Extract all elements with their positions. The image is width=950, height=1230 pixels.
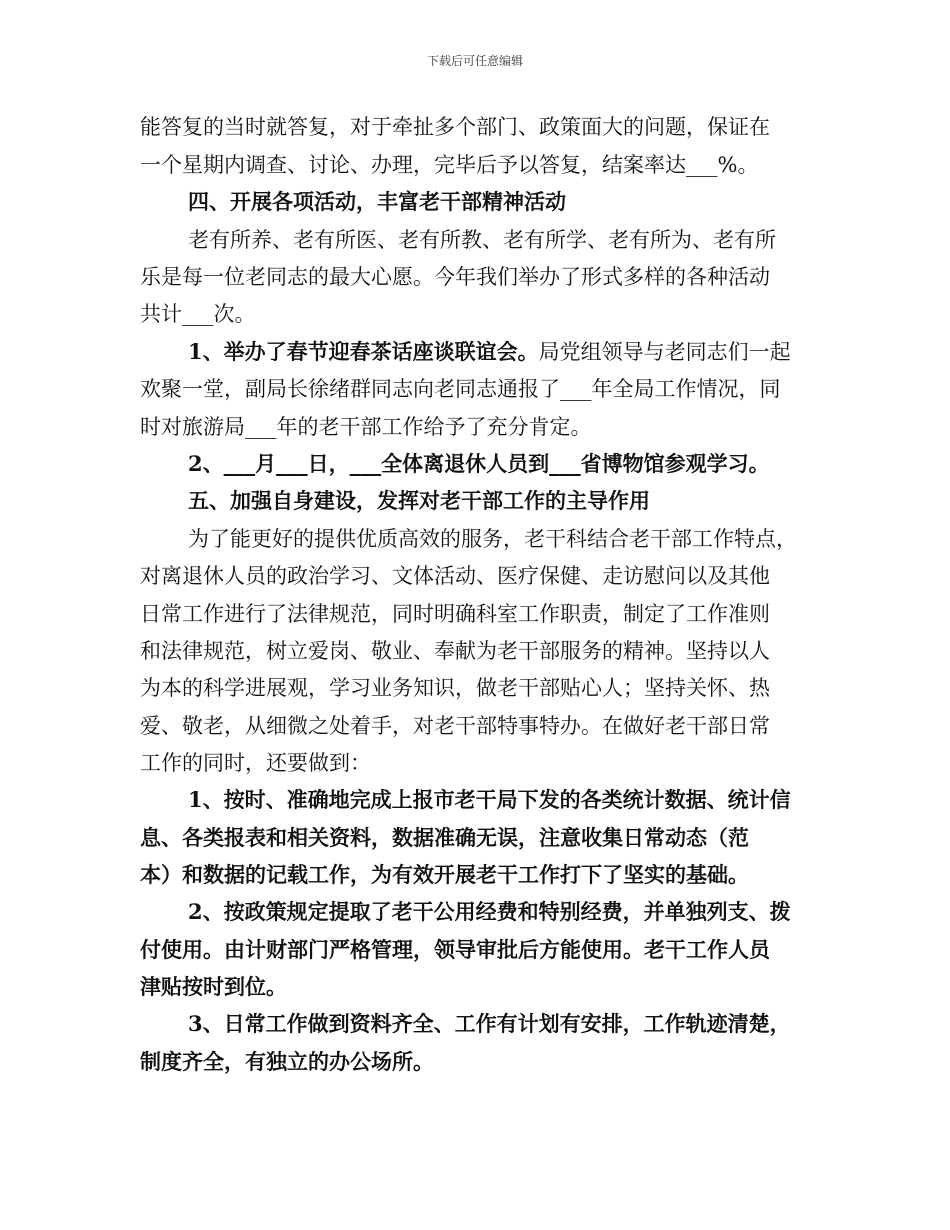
body-line: 时对旅游局___年的老干部工作给予了充分肯定。 bbox=[140, 415, 592, 439]
body-line: 一个星期内调查、讨论、办理，完毕后予以答复，结案率达___%。 bbox=[140, 153, 759, 177]
body-line: 本）和数据的记载工作，为有效开展老干工作打下了坚实的基础。 bbox=[140, 862, 749, 887]
body-line: 对离退休人员的政治学习、文体活动、医疗保健、走访慰问以及其他 bbox=[140, 564, 770, 588]
body-line bbox=[188, 337, 791, 367]
body-line: 津贴按时到位。 bbox=[140, 974, 287, 999]
item-text: 局党组领导与老同志们一起 bbox=[538, 340, 791, 364]
body-line: 日常工作进行了法律规范，同时明确科室工作职责，制定了工作准则 bbox=[140, 602, 770, 626]
body-line: 能答复的当时就答复，对于牵扯多个部门、政策面大的问题，保证在 bbox=[140, 115, 770, 139]
body-line: 2、按政策规定提取了老干公用经费和特别经费，并单独列支、拨 bbox=[188, 899, 791, 924]
body-line: 付使用。由计财部门严格管理，领导审批后方能使用。老干工作人员 bbox=[140, 937, 770, 962]
item-lead: 1、举办了春节迎春茶话座谈联谊会。 bbox=[188, 339, 539, 364]
body-line: 欢聚一堂，副局长徐绪群同志向老同志通报了___年全局工作情况，同 bbox=[140, 377, 781, 401]
body-line: 2、___月___日，___全体离退休人员到___省博物馆参观学习。 bbox=[188, 451, 770, 476]
body-line: 共计___次。 bbox=[140, 302, 256, 326]
body-line: 工作的同时，还要做到： bbox=[140, 751, 371, 775]
section-heading: 五、加强自身建设，发挥对老干部工作的主导作用 bbox=[188, 488, 650, 513]
page-header: 下载后可任意编辑 bbox=[426, 54, 523, 68]
body-line: 老有所养、老有所医、老有所教、老有所学、老有所为、老有所 bbox=[188, 228, 776, 252]
body-line: 3、日常工作做到资料齐全、工作有计划有安排，工作轨迹清楚， bbox=[188, 1011, 791, 1036]
body-line: 和法律规范，树立爱岗、敬业、奉献为老干部服务的精神。坚持以人 bbox=[140, 639, 770, 663]
body-line: 爱、敬老，从细微之处着手，对老干部特事特办。在做好老干部日常 bbox=[140, 714, 770, 738]
body-line: 息、各类报表和相关资料，数据准确无误，注意收集日常动态（范 bbox=[140, 825, 749, 850]
section-heading: 四、开展各项活动，丰富老干部精神活动 bbox=[188, 189, 566, 214]
body-line: 1、按时、准确地完成上报市老干局下发的各类统计数据、统计信 bbox=[188, 787, 791, 812]
body-line: 制度齐全，有独立的办公场所。 bbox=[140, 1049, 434, 1074]
body-line: 为了能更好的提供优质高效的服务，老干科结合老干部工作特点， bbox=[188, 527, 797, 551]
body-line: 为本的科学进展观，学习业务知识，做老干部贴心人；坚持关怀、热 bbox=[140, 676, 770, 700]
body-line: 乐是每一位老同志的最大心愿。今年我们举办了形式多样的各种活动 bbox=[140, 265, 770, 289]
